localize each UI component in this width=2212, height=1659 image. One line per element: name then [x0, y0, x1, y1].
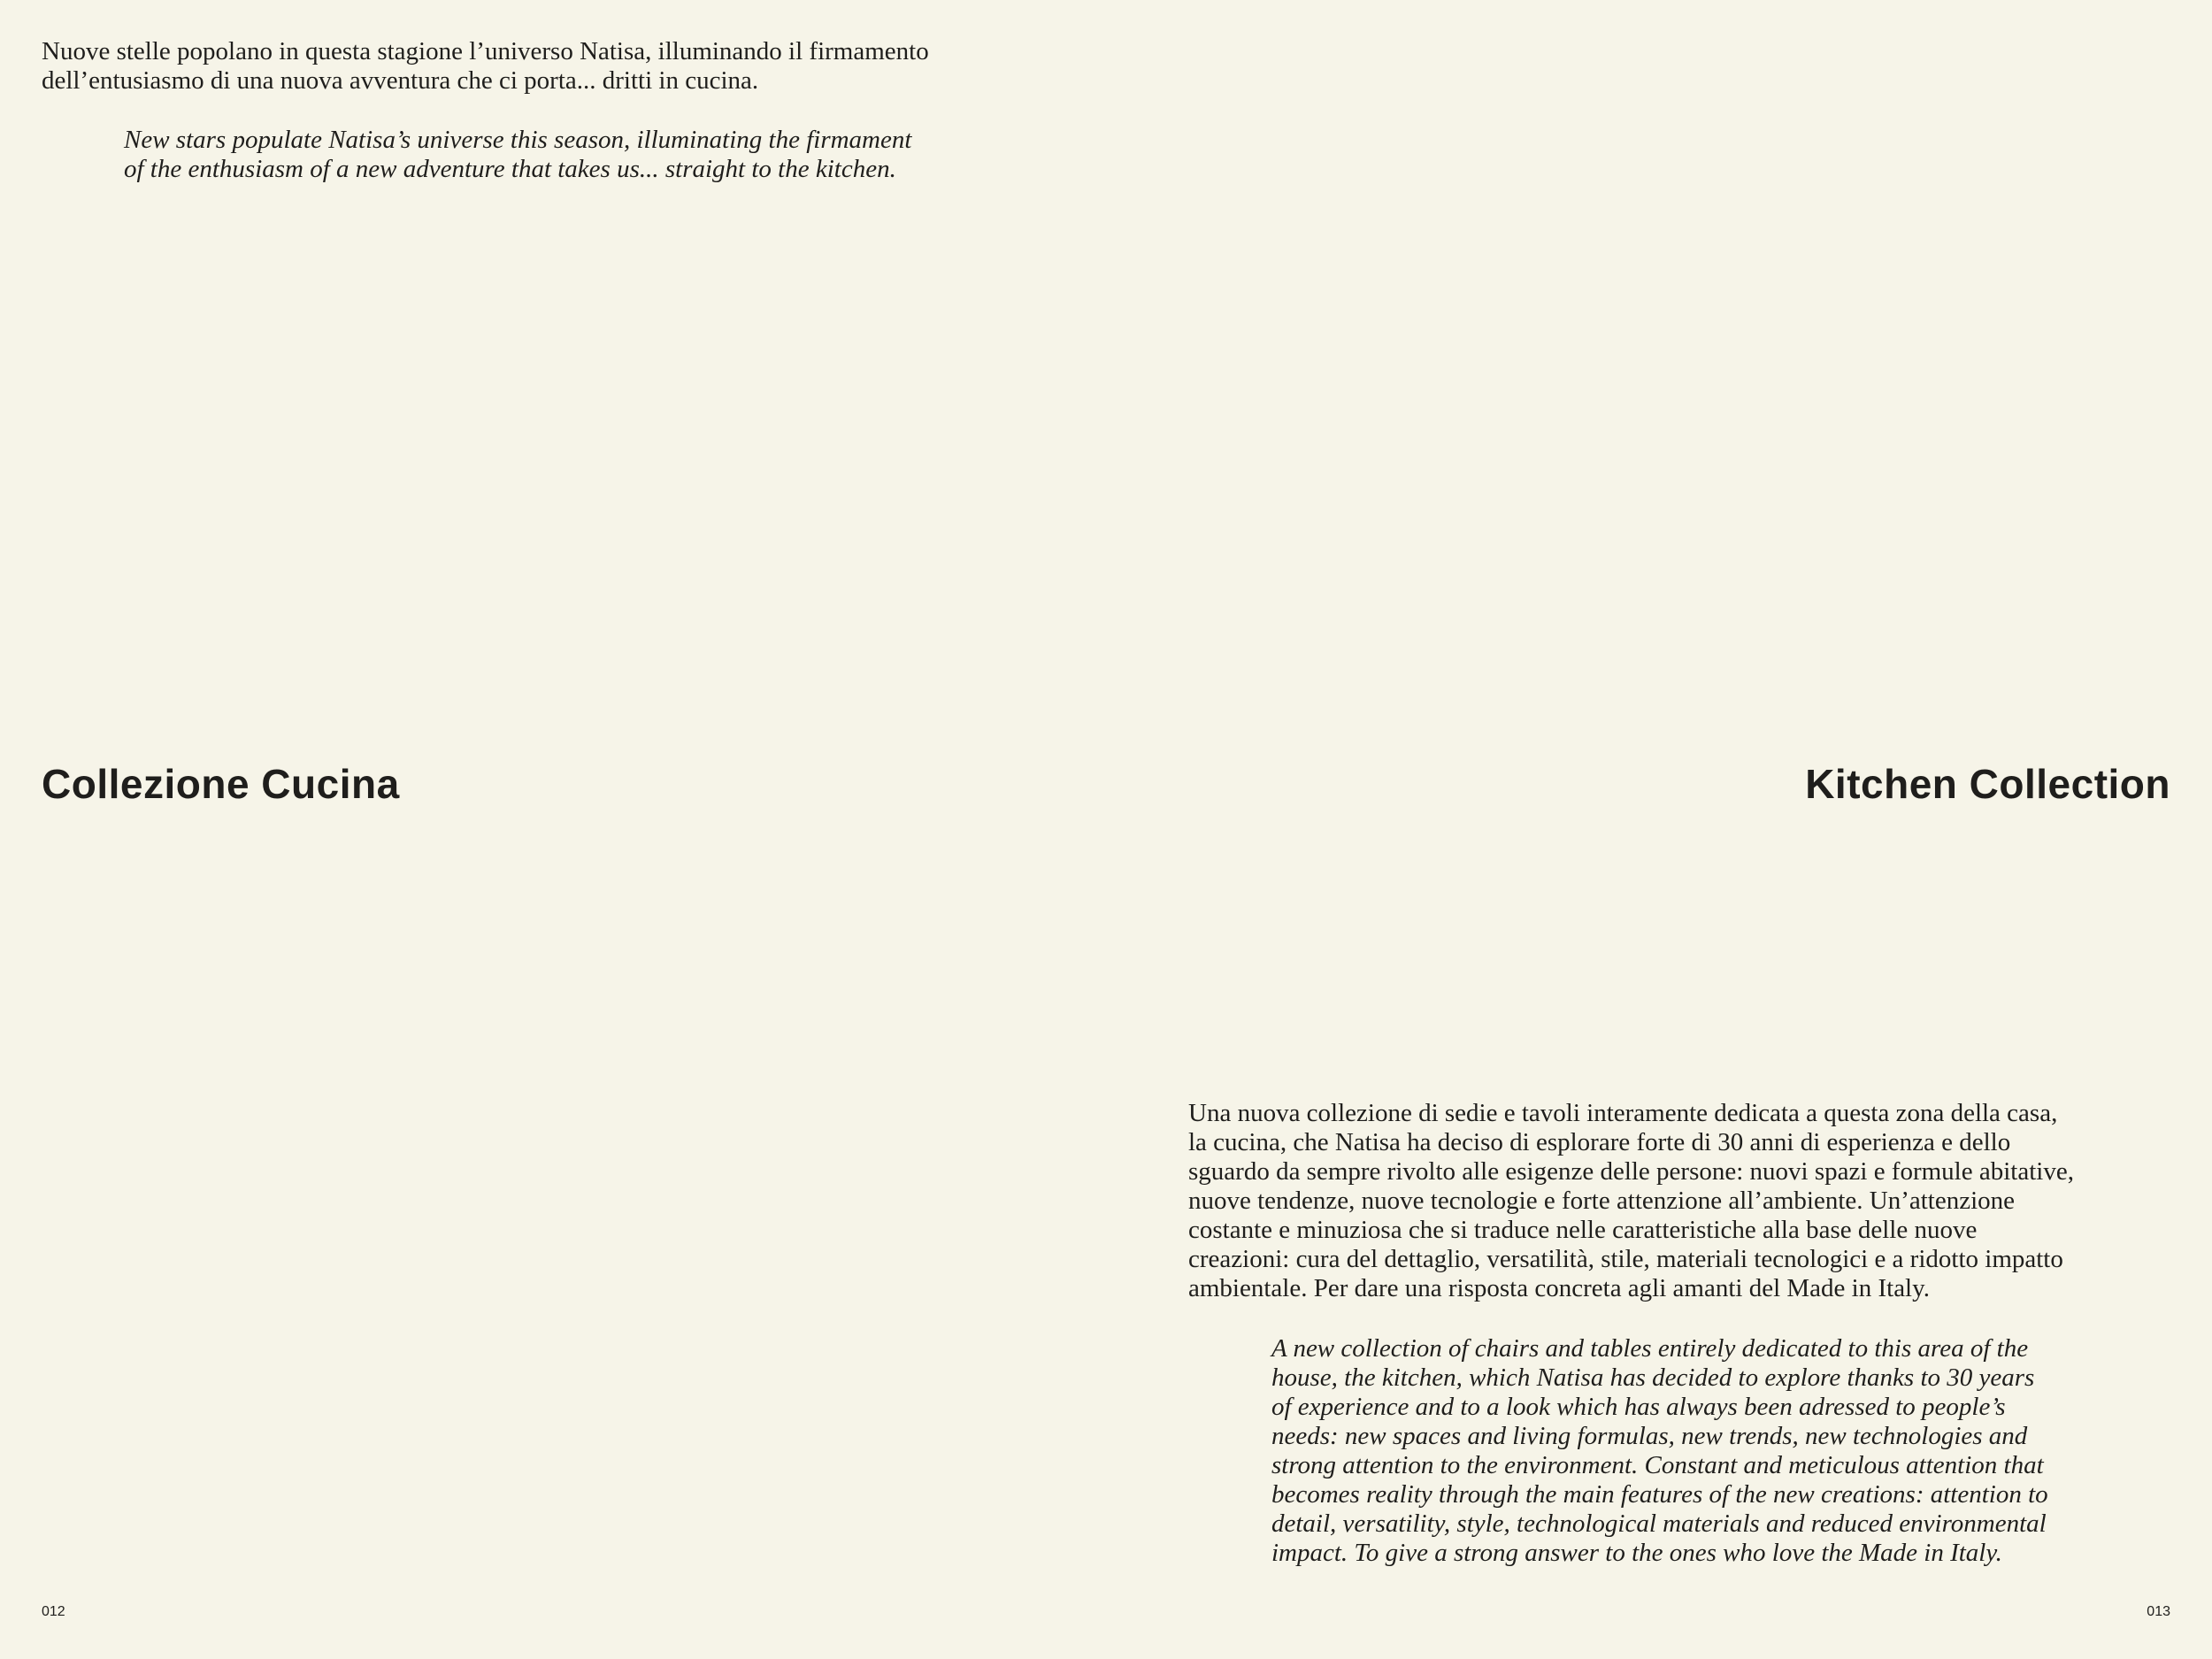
body-english-line: needs: new spaces and living formulas, new trends, new technologies and [1271, 1422, 2028, 1450]
intro-italian-paragraph [42, 37, 1050, 96]
body-english-line: impact. To give a strong answer to the ones who love the Made in Italy. [1271, 1539, 2002, 1567]
body-italian-line: creazioni: cura del dettaglio, versatilità, stile, materiali tecnologici e a ridotto impatto [1188, 1245, 2063, 1273]
body-english-line: house, the kitchen, which Natisa has decided to explore thanks to 30 years [1271, 1363, 2035, 1392]
body-italian-line: costante e minuziosa che si traduce nelle caratteristiche alla base delle nuove [1188, 1216, 1978, 1244]
body-italian-paragraph [1188, 1099, 2170, 1303]
body-italian-line: la cucina, che Natisa ha deciso di esplorare forte di 30 anni di esperienza e dello [1188, 1128, 2011, 1156]
body-english-line: A new collection of chairs and tables entirely dedicated to this area of the [1271, 1334, 2029, 1363]
body-italian-line: sguardo da sempre rivolto alle esigenze delle persone: nuovi spazi e formule abitative, [1188, 1157, 2074, 1186]
intro-english-paragraph [124, 126, 1044, 184]
intro-english-line: of the enthusiasm of a new adventure that takes us... straight to the kitchen. [124, 155, 896, 183]
intro-italian-line: dell’entusiasmo di una nuova avventura che ci porta... dritti in cucina. [42, 66, 759, 95]
title-english: Kitchen Collection [1805, 761, 2170, 807]
body-english-paragraph [1271, 1334, 2183, 1568]
body-italian-line: nuove tendenze, nuove tecnologie e forte attenzione all’ambiente. Un’attenzione [1188, 1187, 2016, 1215]
body-italian-line: ambientale. Per dare una risposta concreta agli amanti del Made in Italy. [1188, 1274, 1930, 1302]
page-number-right: 013 [2147, 1604, 2170, 1619]
body-italian-line: Una nuova collezione di sedie e tavoli interamente dedicata a questa zona della casa, [1188, 1099, 2058, 1127]
body-english-line: of experience and to a look which has always been adressed to people’s [1271, 1393, 2006, 1421]
page-number-left: 012 [42, 1604, 65, 1619]
title-italian: Collezione Cucina [42, 761, 400, 807]
intro-italian-line: Nuove stelle popolano in questa stagione l’universo Natisa, illuminando il firmamento [42, 37, 929, 65]
intro-english-line: New stars populate Natisa’s universe this season, illuminating the firmament [124, 126, 912, 154]
body-english-line: becomes reality through the main features of the new creations: attention to [1271, 1480, 2048, 1509]
body-english-line: strong attention to the environment. Constant and meticulous attention that [1271, 1451, 2044, 1479]
body-english-line: detail, versatility, style, technological materials and reduced environmental [1271, 1509, 2047, 1538]
